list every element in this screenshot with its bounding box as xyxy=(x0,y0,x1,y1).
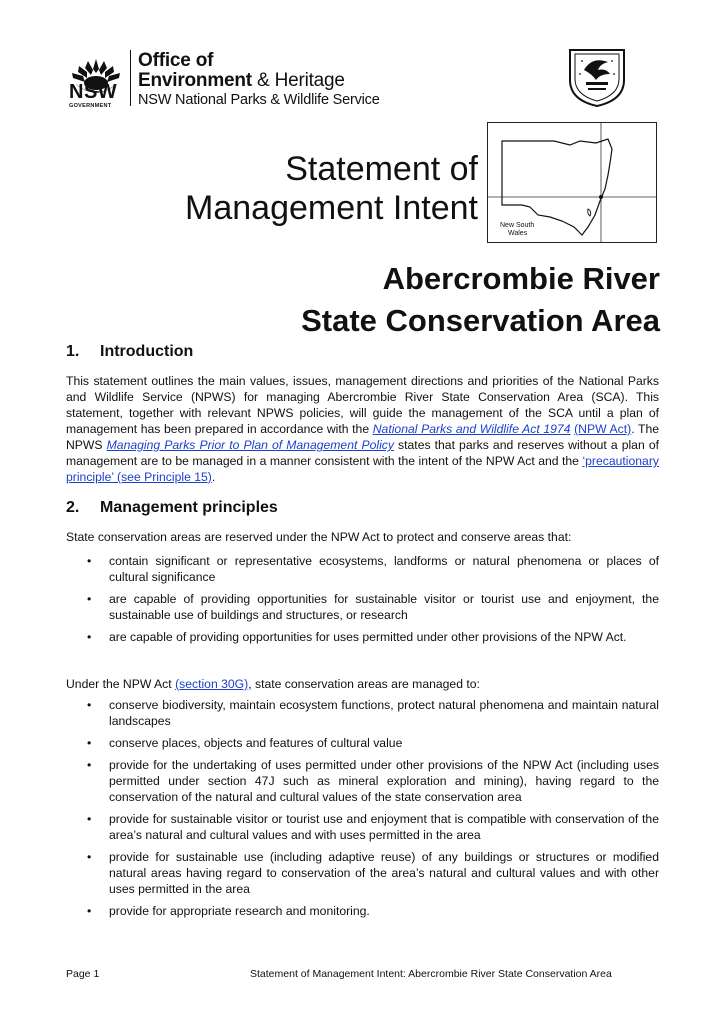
link-managing-parks-policy[interactable]: Managing Parks Prior to Plan of Management Policy xyxy=(106,438,394,452)
list-item: • provide for sustainable visitor or tourist use and enjoyment that is compatible with conservation of the area’s natural and cultural values and with uses permitted in the area xyxy=(66,811,659,843)
list-item: • contain significant or representative ecosystems, landforms or natural phenomena or places of cultural significance xyxy=(66,553,659,585)
map-label xyxy=(500,222,534,238)
reservation-purposes-list xyxy=(66,553,659,645)
section-1-heading-text: Introduction xyxy=(100,343,194,360)
document-type-line-1: Statement of xyxy=(285,150,478,188)
document-type xyxy=(185,150,478,228)
page-title-line-2: State Conservation Area xyxy=(301,303,660,338)
map-label-line-2: Wales xyxy=(508,230,528,237)
logo-line-2 xyxy=(138,70,345,92)
link-npw-act-abbr[interactable]: (NPW Act) xyxy=(574,422,632,436)
government-label: GOVERNMENT xyxy=(69,103,112,109)
intro-text-c: states that parks and reserves without a plan of management are to be managed in a manner consistent with the intent of the NPW Act and the xyxy=(66,438,659,468)
oeh-logo xyxy=(66,46,416,110)
section-1-number: 1. xyxy=(66,343,80,360)
location-map xyxy=(487,122,657,243)
list-item: • provide for appropriate research and monitoring. xyxy=(66,903,659,919)
logo-line-2-environment: Environment xyxy=(138,70,252,91)
document-type-line-2: Management Intent xyxy=(185,189,478,227)
principles-intro: State conservation areas are reserved under the NPW Act to protect and conserve areas that: xyxy=(66,530,572,544)
link-precautionary-principle[interactable]: ‘precautionary principle’ (see Principle 15) xyxy=(66,454,659,484)
management-intro-b: , state conservation areas are managed to: xyxy=(248,677,480,691)
footer-document-title: Statement of Management Intent: Abercrombie River State Conservation Area xyxy=(250,968,612,980)
npws-seal-icon xyxy=(562,44,632,108)
logo-line-2-heritage: & Heritage xyxy=(251,70,345,91)
section-2-heading xyxy=(66,499,278,517)
management-intro-a: Under the NPW Act xyxy=(66,677,176,691)
page-title xyxy=(301,258,660,342)
intro-text-b: . The NPWS xyxy=(66,422,660,452)
logo-line-3: NSW National Parks & Wildlife Service xyxy=(138,92,380,108)
section-1-heading xyxy=(66,343,193,361)
section-2-number: 2. xyxy=(66,499,80,516)
list-item: • conserve places, objects and features of cultural value xyxy=(66,735,659,751)
link-section-30g[interactable]: (section 30G) xyxy=(175,677,249,691)
intro-text-d: . xyxy=(211,470,216,484)
map-label-line-1: New South xyxy=(500,222,535,229)
logo-divider xyxy=(130,50,131,106)
list-item: • conserve biodiversity, maintain ecosystem functions, protect natural phenomena and maintain natural landscapes xyxy=(66,697,659,729)
management-intro xyxy=(66,676,659,692)
list-item: • provide for the undertaking of uses permitted under other provisions of the NPW Act (including uses permitted under section 47J such as mineral exploration and mining), having regard to the conservation of the natural and cultural values of the state conservation area xyxy=(66,757,659,805)
page-title-line-1: Abercrombie River xyxy=(382,261,660,296)
section-2-heading-text: Management principles xyxy=(100,499,278,516)
management-objectives-list xyxy=(66,697,659,919)
list-item: • provide for sustainable use (including adaptive reuse) of any buildings or structures or modified natural areas having regard to conservation of the area’s natural and cultural values and with other uses permitted in the area xyxy=(66,849,659,897)
list-item: • are capable of providing opportunities for sustainable visitor or tourist use and enjoyment, the sustainable use of buildings and structures, or research xyxy=(66,591,659,623)
intro-paragraph xyxy=(66,373,659,485)
link-npw-act[interactable]: National Parks and Wildlife Act 1974 xyxy=(372,422,571,436)
nsw-wordmark: NSW xyxy=(69,81,118,103)
list-item: • are capable of providing opportunities for uses permitted under other provisions of the NPW Act. xyxy=(66,629,659,645)
footer-page-number: Page 1 xyxy=(66,968,100,980)
logo-line-1: Office of xyxy=(138,50,214,71)
intro-text-a: This statement outlines the main values, issues, management directions and priorities of the National Parks and Wildlife Service (NPWS) for managing Abercrombie River State Conservation Area (SCA). This statement, together with relevant NPWS policies, will guide the management of the SCA until a plan of management has been prepared in accordance with the xyxy=(66,374,659,436)
